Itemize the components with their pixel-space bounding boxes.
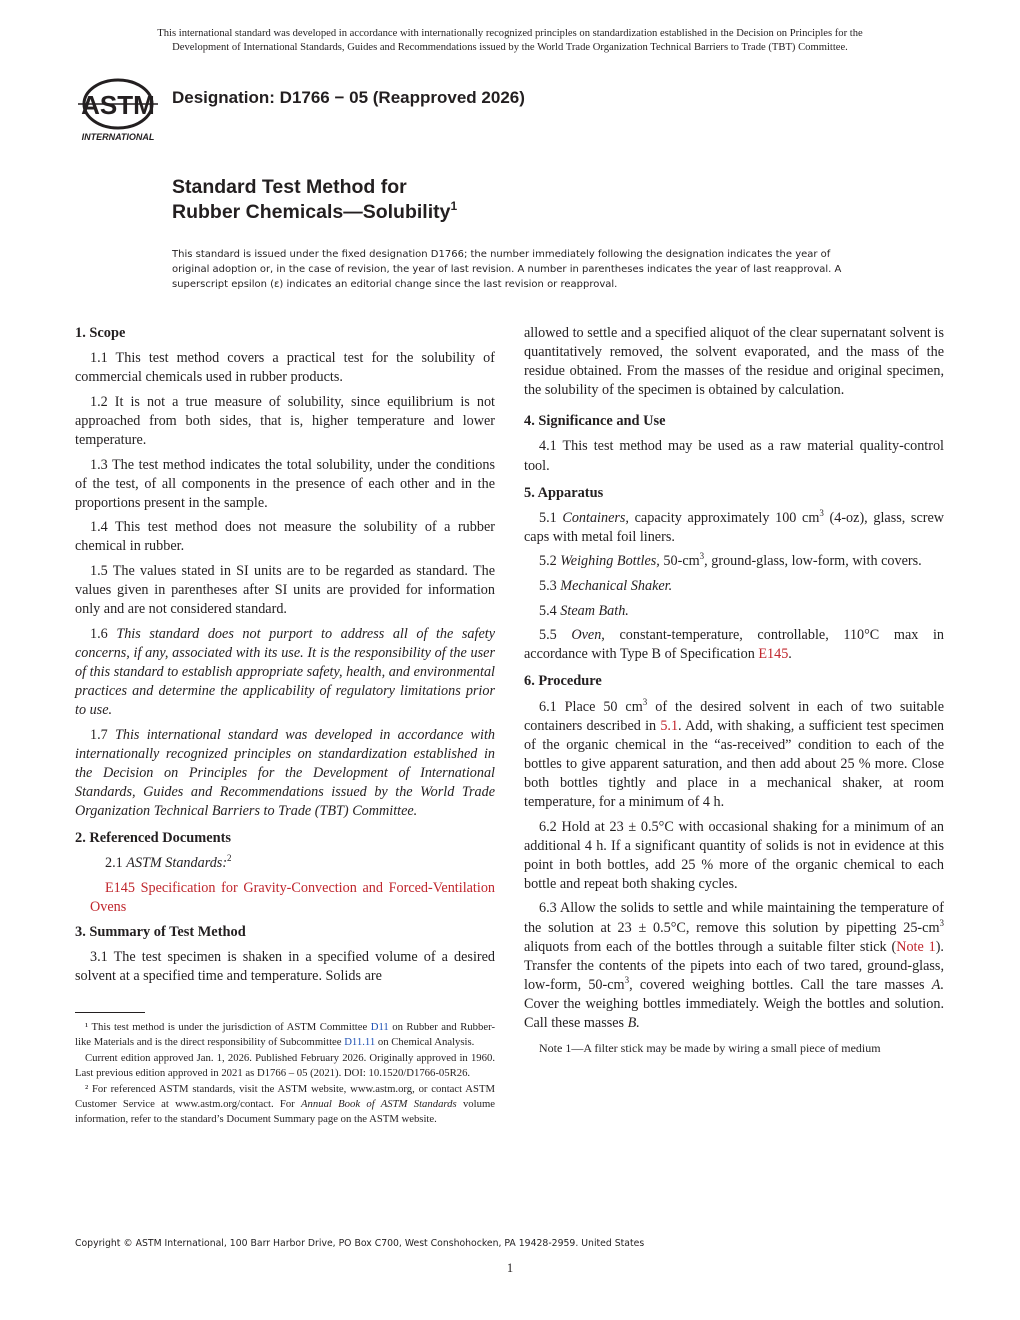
paragraph-1-7-num: 1.7 [90,726,108,743]
paragraph-5-1-text-b: (4-oz), glass, screw caps with metal foil liners. [524,509,945,545]
left-column [75,324,495,991]
footnote-1 [75,1020,495,1050]
paragraph-5-2-num: 5.2 [539,553,557,570]
paragraph-2-1 [75,854,495,873]
paragraph-4-1: 4.1 This test method may be used as a raw material quality-control tool. [524,438,944,474]
paragraph-1-1: 1.1 This test method covers a practical test for the solubility of commercial chemicals used in rubber products. [75,350,495,386]
footnote-2-text-b: volume information, refer to the standard’s Document Summary page on the ASTM website. [75,1098,496,1125]
paragraph-6-3-var-a: A. [931,976,944,993]
link-5-1[interactable]: 5.1 [660,717,679,734]
paragraph-1-6-num: 1.6 [90,625,108,642]
section-heading-apparatus: 5. Apparatus [524,484,604,501]
link-note-1[interactable]: Note 1 [896,938,936,955]
footnote-1-link-d1111[interactable]: D11.11 [344,1036,376,1048]
paragraph-2-1-num: 2.1 [105,855,123,872]
astm-logo-text: ASTM [81,90,155,120]
paragraph-5-5-text: constant-temperature, controllable, 110°C max in accordance with Type B of Specification [524,627,945,663]
section-heading-scope: 1. Scope [75,325,126,341]
copyright: Copyright © ASTM International, 100 Barr Harbor Drive, PO Box C700, West Conshohocken, PA 19428-2959. United States [75,1238,645,1249]
paragraph-5-3 [524,577,944,596]
paragraph-5-1-text-a: capacity approximately 100 cm [634,509,820,526]
footnotes [75,1020,495,1128]
top-notice-line1: This international standard was developed in accordance with internationally recognized principles on standardization established in the Decision on Principles for the [157,28,863,39]
paragraph-6-3-sup: 3 [939,917,944,928]
paragraph-1-2: 1.2 It is not a true measure of solubility, since equilibrium is not approached from both sides, that is, higher temperature and lower temperature. [75,393,495,448]
astm-logo [74,76,162,146]
footnote-1-edition: Current edition approved Jan. 1, 2026. Published February 2026. Originally approved in 1960. Last previous edition approved in 2021 as D1766 – 05 (2021). DOI: 10.1520/D1766-05R26. [75,1052,495,1079]
footnote-2-italic: Annual Book of ASTM Standards [301,1098,457,1110]
paragraph-6-3-var-b: B. [627,1015,640,1031]
paragraph-3-1-continued: allowed to settle and a specified aliquot of the clear supernatant solvent is quantitatively removed, the solvent evaporated, and the mass of the residue obtained. From the masses of the residue and original specimen, the solubility of the specimen is obtained by calculation. [524,325,944,399]
footnote-1-text-b: on Rubber and Rubber-like Materials and is the direct responsibility of Subcommittee [75,1021,496,1048]
footnote-1-text-a: ¹ This test method is under the jurisdiction of ASTM Committee [85,1021,368,1033]
document-title [172,175,457,225]
paragraph-6-3-text-d: , covered weighing bottles. Call the tare masses [629,976,925,993]
footnote-1-text-c: on Chemical Analysis. [377,1036,475,1048]
paragraph-1-4: 1.4 This test method does not measure the solubility of a rubber chemical in rubber. [75,519,495,555]
paragraph-5-5 [524,626,944,664]
paragraph-6-1-text-a: 6.1 Place 50 cm [539,698,643,715]
designation: Designation: D1766 − 05 (Reapproved 2026) [172,88,525,107]
paragraph-5-2-sup: 3 [699,551,705,562]
paragraph-5-5-num: 5.5 [539,627,557,644]
paragraph-1-7 [75,726,495,821]
paragraph-5-2-text-b: , ground-glass, low-form, with covers. [704,553,922,570]
paragraph-5-1-sup: 3 [819,507,824,518]
section-heading-referenced: 2. Referenced Documents [75,830,231,847]
paragraph-6-3-text-b: aliquots from each of the bottles through a suitable filter stick ( [524,938,897,955]
link-e145[interactable]: E145 [758,646,789,663]
paragraph-6-3 [524,899,944,1033]
paragraph-1-3: 1.3 The test method indicates the total solubility, under the conditions of the test, of all components in the presence of each other and in the proportions present in the sample. [75,456,495,511]
paragraph-6-1-text-b: of the desired solvent in each of two suitable containers described in [524,698,945,734]
footnote-rule [75,1012,145,1013]
paragraph-5-3-num: 5.3 [539,578,557,595]
top-notice [70,27,950,55]
title-line1: Standard Test Method for [172,176,407,198]
paragraph-1-5: 1.5 The values stated in SI units are to be regarded as standard. The values given in parentheses after SI units are provided for information only and are not considered standard. [75,563,495,618]
paragraph-6-3-sup2: 3 [624,974,630,985]
paragraph-6-1 [524,698,944,813]
paragraph-1-6-text: This standard does not purport to address all of the safety concerns, if any, associated with its use. It is the responsibility of the user of this standard to establish appropriate safety, health, and environmental practices and determine the applicability of regulatory limitations prior to use. [75,625,495,719]
reference-e145[interactable] [75,879,495,917]
title-line2 [172,200,457,225]
paragraph-6-2: 6.2 Hold at 23 ± 0.5°C with occasional shaking for a minimum of an additional 4 h. If a significant quantity of solids is not in evidence at this point in both bottles, add 25 % more of the organic chemical to each bottle and repeat both shaking cycles. [524,818,944,892]
paragraph-6-3-text-e: Cover the weighing bottles immediately. Weigh the bottles and solution. Call these masses [524,995,944,1031]
paragraph-5-5-term: Oven, [571,627,605,644]
footnote-2-text-a: ² For referenced ASTM standards, visit the ASTM website, www.astm.org, or contact ASTM Customer Service at www.astm.org/contact. For [75,1083,495,1110]
section-heading-procedure: 6. Procedure [524,673,602,690]
paragraph-6-1-text-c: . Add, with shaking, a sufficient test specimen of the organic chemical in the “as-received” condition to each of the bottles to give apparent saturation, and then add about 25 % more. Close both bottles tightly and place in a mechanical shaker, at room temperature, for a minimum of 4 h. [524,717,945,810]
paragraph-5-2-term: Weighing Bottles, [560,553,660,570]
reference-e145-code[interactable]: E145 [105,879,135,896]
reference-e145-title[interactable]: Specification for Gravity-Convection and Forced-Ventilation Ovens [90,879,496,916]
note-1: Note 1—A filter stick may be made by wiring a small piece of medium [539,1040,881,1055]
right-column [524,324,944,1063]
paragraph-5-1-term: Containers, [562,509,629,526]
section-heading-significance: 4. Significance and Use [524,413,666,430]
paragraph-5-5-end: . [788,646,792,663]
page-number: 1 [506,1261,514,1275]
paragraph-5-2 [524,552,944,571]
footnote-ref-2[interactable]: 2 [227,853,232,864]
title-line2-text: Rubber Chemicals—Solubility [172,201,451,223]
paragraph-5-2-text-a: 50-cm [663,553,700,570]
paragraph-1-6 [75,625,495,720]
section-heading-summary: 3. Summary of Test Method [75,923,246,940]
paragraph-5-1 [524,509,944,547]
paragraph-5-4-num: 5.4 [539,602,557,619]
title-footnote-ref[interactable]: 1 [450,199,458,213]
astm-logo-subtext: INTERNATIONAL [81,132,155,142]
paragraph-6-3-text-c: ). Transfer the contents of the pipets into each of two tared, ground-glass, low-form, 50-cm [524,938,944,993]
paragraph-5-4-term: Steam Bath. [560,602,629,619]
paragraph-6-1-sup: 3 [642,696,648,707]
paragraph-1-7-text: This international standard was developed in accordance with internationally recognized principles on standardization established in the Decision on Principles for the Development of International Standards, Guides and Recommendations issued by the World Trade Organization Technical Barriers to Trade (TBT) Committee. [75,726,495,820]
top-notice-line2: Development of International Standards, Guides and Recommendations issued by the World Trade Organization Technical Barriers to Trade (TBT) Committee. [172,42,848,53]
paragraph-5-3-term: Mechanical Shaker. [560,578,673,595]
footnote-2 [75,1082,495,1127]
paragraph-2-1-text: ASTM Standards: [126,855,228,872]
standard-note: This standard is issued under the fixed designation D1766; the number immediately following the designation indicates the year of original adoption or, in the case of revision, the year of last revision. A number in parentheses indicates the year of last reapproval. A superscript epsilon (ε) indicates an editorial change since the last revision or reapproval. [172,249,842,290]
paragraph-5-1-num: 5.1 [539,509,557,526]
paragraph-5-4 [524,602,944,621]
paragraph-3-1: 3.1 The test specimen is shaken in a specified volume of a desired solvent at a specified time and temperature. Solids are [75,948,495,984]
footnote-1-link-d11[interactable]: D11 [370,1021,389,1033]
paragraph-6-3-text-a: 6.3 Allow the solids to settle and while maintaining the temperature of the solution at 23 ± 0.5°C, remove this solution by pipetting 25-cm [524,900,944,936]
